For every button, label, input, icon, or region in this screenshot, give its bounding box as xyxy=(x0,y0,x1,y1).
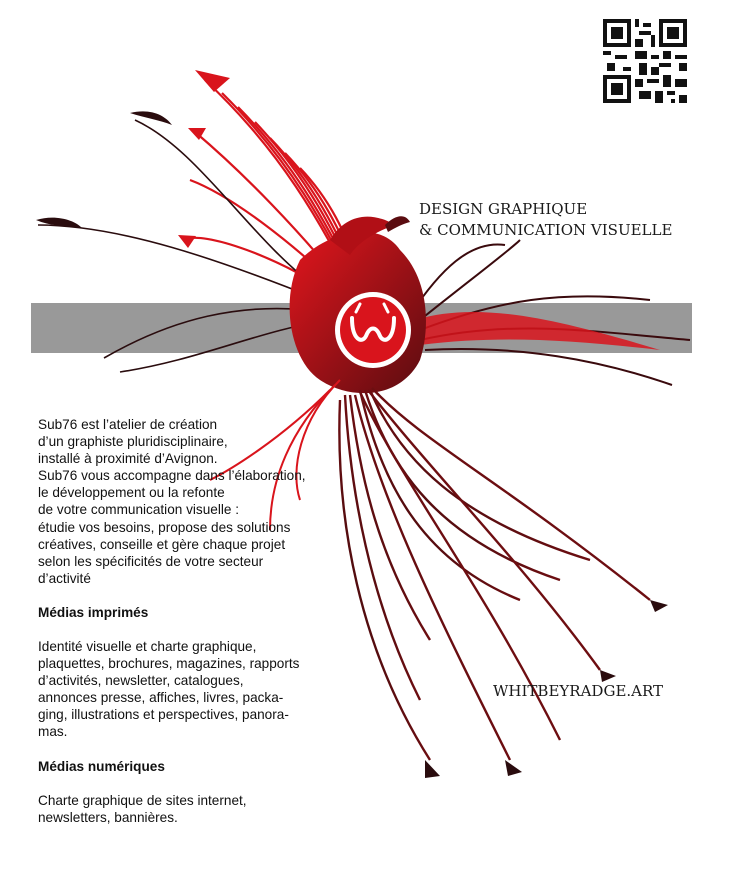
digital-media-paragraph xyxy=(38,792,338,826)
digital-media-heading: Médias numériques xyxy=(38,758,165,774)
website-url[interactable]: WHITBEYRADGE.ART xyxy=(493,682,664,700)
print-line: plaquettes, brochures, magazines, rapports xyxy=(38,656,300,672)
intro-line: d’un graphiste pluridisciplinaire, xyxy=(38,434,228,450)
intro-line: installé à proximité d’Avignon. xyxy=(38,451,218,467)
print-line: mas. xyxy=(38,724,68,740)
tagline xyxy=(419,199,672,241)
print-media-paragraph xyxy=(38,638,338,741)
intro-line: Sub76 est l’atelier de création xyxy=(38,417,218,432)
digital-line: Charte graphique de sites internet, xyxy=(38,792,247,808)
intro-line: selon les spécificités de votre secteur xyxy=(38,553,264,569)
sub76-logo-icon xyxy=(335,292,411,368)
right-wing-red xyxy=(415,312,660,350)
intro-line: le développement ou la refonte xyxy=(38,485,225,501)
intro-line: étudie vos besoins, propose des solutions xyxy=(38,519,291,535)
intro-paragraph xyxy=(38,416,338,587)
print-line: Identité visuelle et charte graphique, xyxy=(38,638,257,654)
qr-code-icon xyxy=(603,19,687,103)
print-line: annonces presse, affiches, livres, packa- xyxy=(38,690,284,706)
print-line: ging, illustrations et perspectives, panora- xyxy=(38,707,289,723)
tagline-line-1: DESIGN GRAPHIQUE xyxy=(419,200,588,218)
intro-line: de votre communication visuelle : xyxy=(38,502,239,518)
digital-line: newsletters, bannières. xyxy=(38,809,178,825)
print-media-heading: Médias imprimés xyxy=(38,604,149,620)
intro-line: Sub76 vous accompagne dans l’élaboration, xyxy=(38,468,306,484)
tail-feathers xyxy=(339,388,650,760)
tagline-line-2: & COMMUNICATION VISUELLE xyxy=(419,221,673,239)
print-line: d’activités, newsletter, catalogues, xyxy=(38,673,244,689)
intro-line: d’activité xyxy=(38,570,91,586)
right-wing xyxy=(410,240,690,385)
intro-line: créatives, conseille et gère chaque projet xyxy=(38,536,286,552)
body-copy xyxy=(38,416,338,826)
